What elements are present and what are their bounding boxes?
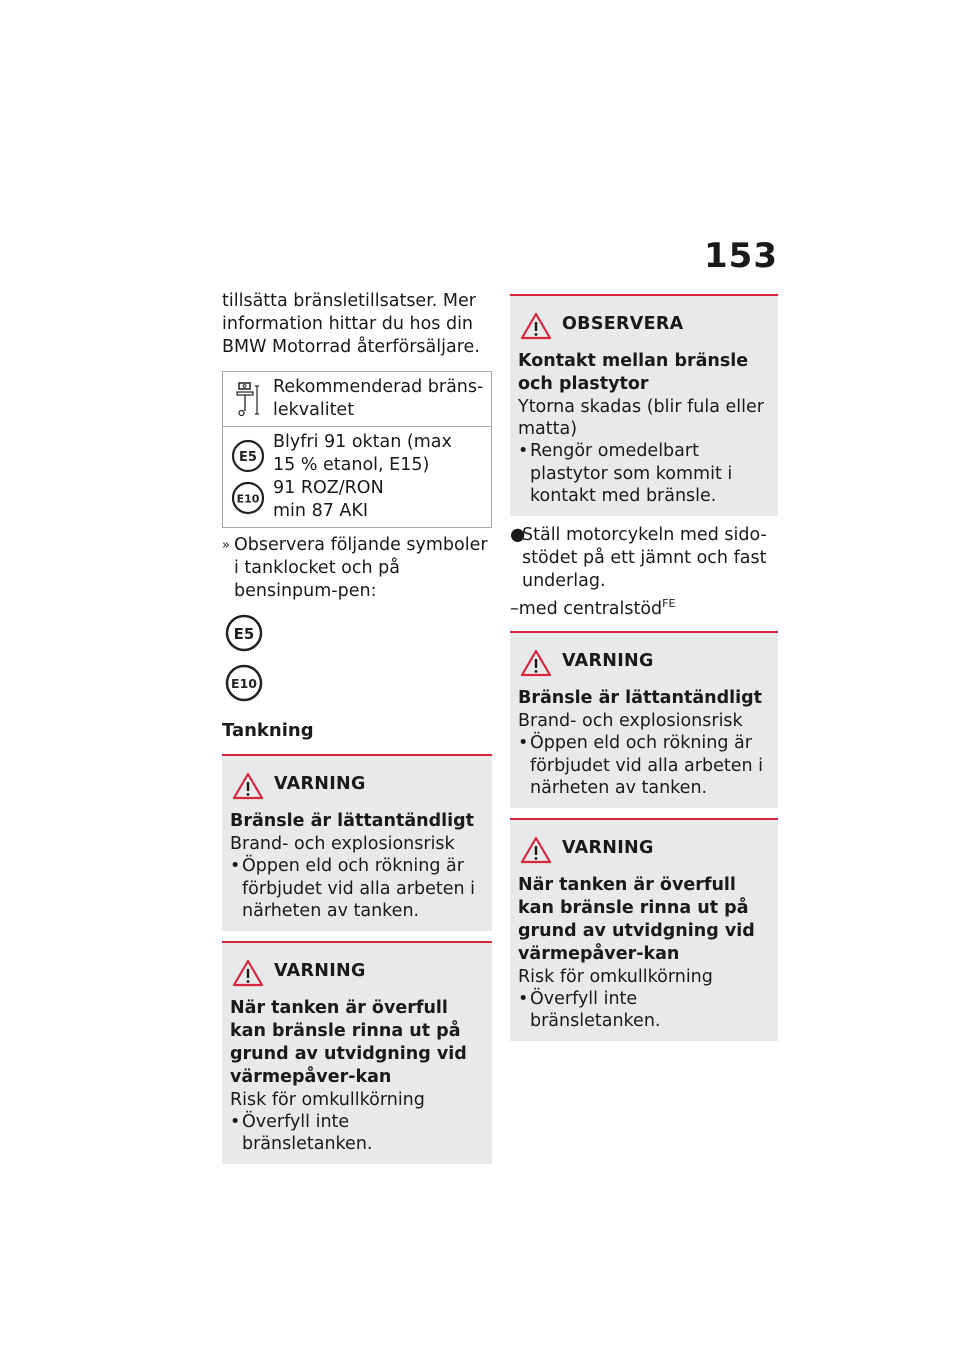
condition-text: med centralstöd <box>518 598 663 619</box>
fuel-table-row <box>223 426 491 527</box>
warning-triangle-icon <box>520 649 552 677</box>
fuel-table-header <box>223 372 491 426</box>
warning-triangle-icon <box>520 836 552 864</box>
step-stand: ● Ställ motorcykeln med sido-stödet på ett jämnt och fast underlag. <box>510 524 767 591</box>
intro-text: tillsätta bränsletillsatser. Mer information hittar du hos din BMW Motorrad återförsäljare. <box>222 291 480 357</box>
warning-box-overfill <box>222 941 492 1164</box>
e10-symbol-icon <box>224 663 264 703</box>
warning-bullet: • Överfyll inte bränsletanken. <box>518 988 661 1032</box>
fuel-spec-line3: 91 ROZ/RON <box>273 478 384 498</box>
warning-body: Risk för omkullkörning <box>518 966 713 987</box>
e5-badge-label: E5 <box>239 450 257 465</box>
notice-body: Ytorna skadas (blir fula eller matta) <box>518 397 764 439</box>
warning-title: VARNING <box>274 774 366 794</box>
fuel-pump-icon <box>223 376 273 422</box>
e5-symbol-icon <box>224 613 264 653</box>
warning-subtitle: Bränsle är lättantändligt <box>230 811 475 831</box>
fuel-spec-line1: Blyfri 91 oktan (max <box>273 432 452 452</box>
notice-subtitle: Kontakt mellan bränsle och plastytor <box>518 351 749 394</box>
e10-symbol-label: E10 <box>231 676 257 691</box>
observe-instruction: » Observera följande symboler i tanklocket och på bensinpum-pen: <box>222 535 488 601</box>
notice-bullet: • Rengör omedelbart plastytor som kommit i kontakt med bränsle. <box>518 441 733 506</box>
fuel-spec-line2: 15 % etanol, E15) <box>273 455 430 475</box>
page-number: 153 <box>704 236 778 276</box>
warning-subtitle: När tanken är överfull kan bränsle rinna ut på grund av utvidgning vid värmepåver-kan <box>230 997 467 1087</box>
condition-sup: FE <box>662 596 676 610</box>
fuel-quality-table <box>222 371 492 528</box>
warning-box-fire <box>222 754 492 931</box>
left-column <box>222 290 492 1164</box>
warning-body: Brand- och explosionsrisk <box>518 711 743 732</box>
warning-title: VARNING <box>274 960 366 981</box>
warning-body: Risk för omkullkörning <box>230 1089 425 1110</box>
notice-box-plastic <box>510 294 778 516</box>
warning-title: VARNING <box>562 651 654 672</box>
warning-triangle-icon <box>232 959 264 987</box>
instruction-marker-icon: » <box>222 538 230 553</box>
warning-box-overfill-right <box>510 818 778 1041</box>
notice-title: OBSERVERA <box>562 314 684 334</box>
e10-badge-icon <box>231 481 265 515</box>
right-column <box>510 294 778 1041</box>
refuel-heading: Tankning <box>222 720 314 741</box>
warning-bullet: • Öppen eld och rökning är förbjudet vid alla arbeten i närheten av tanken. <box>518 733 763 799</box>
warning-triangle-icon <box>232 772 264 800</box>
warning-body: Brand- och explosionsrisk <box>230 834 455 854</box>
step-bullet-icon: ● <box>510 524 526 545</box>
warning-box-fire-right <box>510 631 778 808</box>
warning-title: VARNING <box>562 837 654 858</box>
e10-badge-label: E10 <box>236 492 260 506</box>
condition-line: –med centralstöd$^{FE}$ <box>510 596 676 619</box>
warning-subtitle: Bränsle är lättantändligt <box>518 688 763 709</box>
warning-subtitle: När tanken är överfull kan bränsle rinna ut på grund av utvidgning vid värmepåver-kan <box>518 874 755 964</box>
caution-triangle-icon <box>520 312 552 340</box>
e5-badge-icon <box>231 439 265 473</box>
fuel-table-header-line1: Rekommenderad bräns- <box>273 377 484 397</box>
fuel-table-header-line2: lekvalitet <box>273 400 355 420</box>
warning-bullet: • Öppen eld och rökning är förbjudet vid alla arbeten i närheten av tanken. <box>230 856 475 921</box>
warning-bullet: • Överfyll inte bränsletanken. <box>230 1111 373 1154</box>
e5-symbol-label: E5 <box>233 625 255 643</box>
fuel-spec-line4: min 87 AKI <box>273 501 369 521</box>
